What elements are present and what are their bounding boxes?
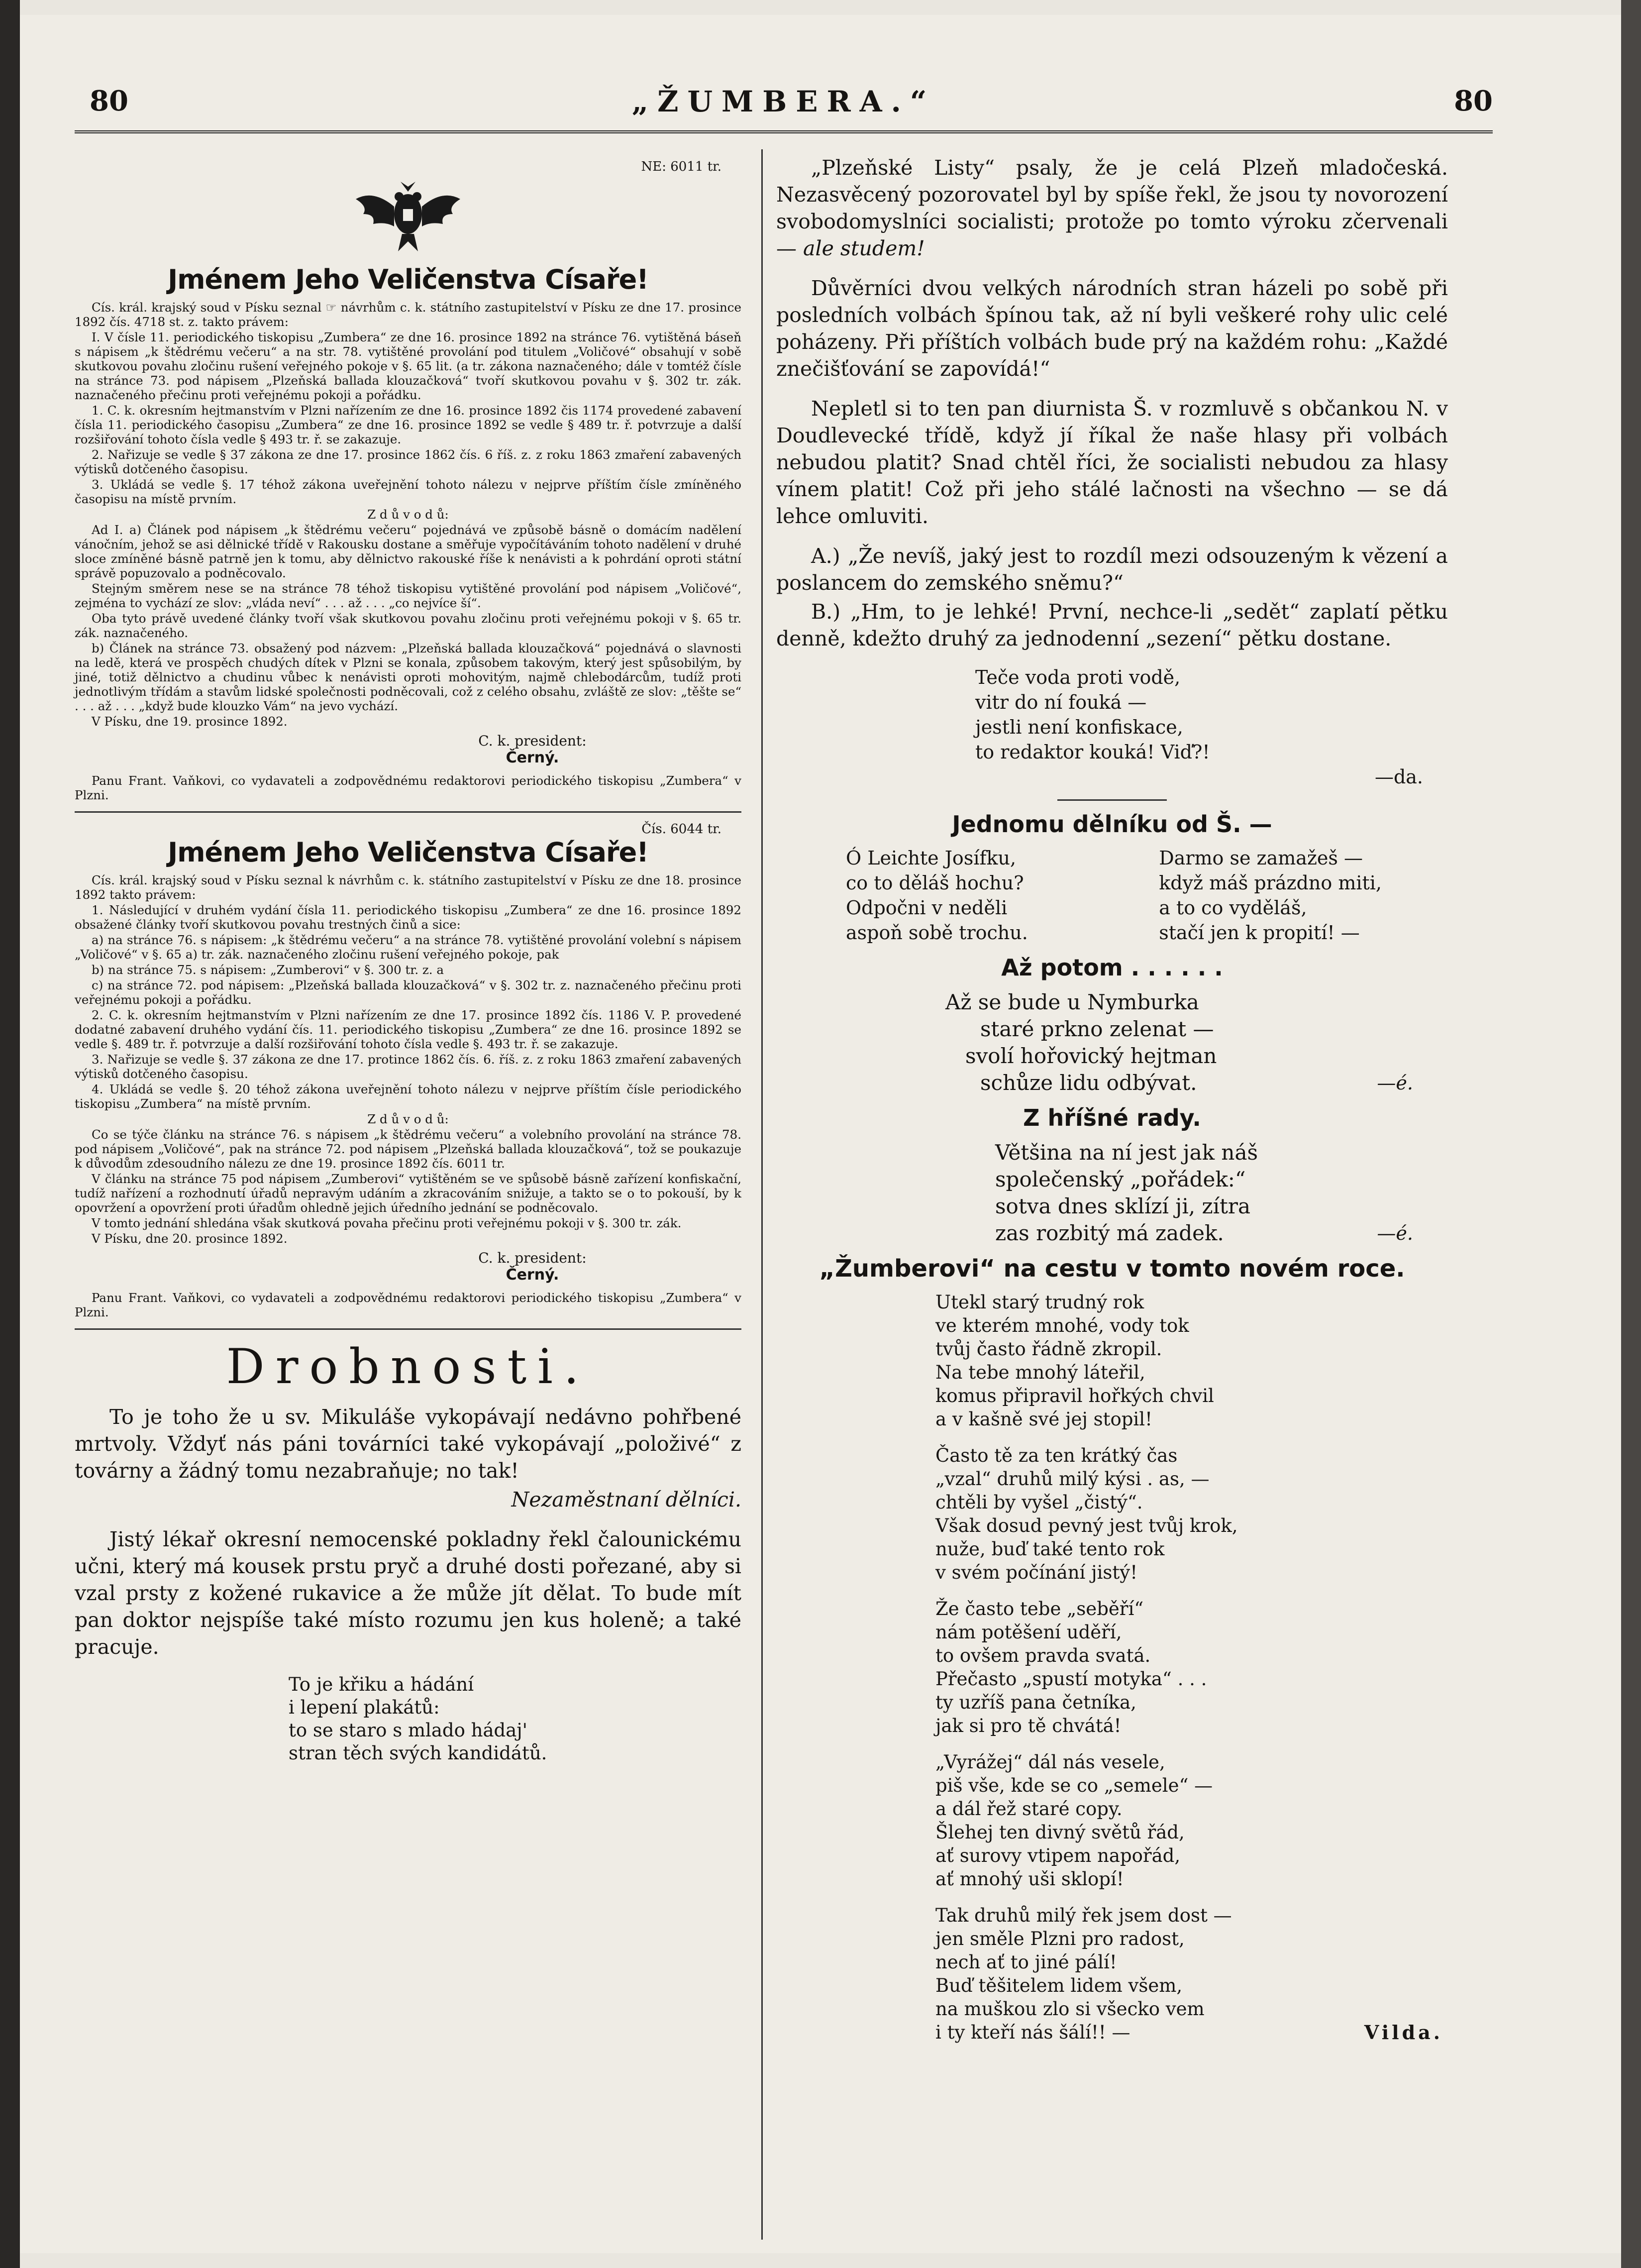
verdict1-reason: b) Článek na stránce 73. obsažený pod názvem: „Plzeňská ballada klouzačková“ pojednává o slavnosti na ledě, která ve prospěch chudých dítek v Plzni se konala, způsobem takovým, který jest spůsobilým, by jiné, totiž dělnictvo a chudinu vůbec k nenávisti oproti mohovitým, najmě chlebodárcům, tudíž proti jednotlivým třídám a stavům lidské společnosti podněcovali, což z celého obsahu, zvláště ze slov: „těšte se“ . . . až . . . „když bude klouzko Vám“ na jevo vychází. <box>75 641 741 713</box>
verse-line: i ty kteří nás šálí!! — <box>935 2022 1130 2043</box>
verse-line: aspoň sobě trochu. <box>846 922 1028 944</box>
verdict1-reason: Ad I. a) Článek pod nápisem „k štědrému večeru“ pojednává ve způsobě básně o domácím nadělení vánočním, jehož se asi dělnické třídě v Rakousku dostane a směřuje vypočítáváním tohoto nadělení v druhé sloce zmíněné básně patrně jen k tomu, aby dělnictvo rakouské říše k nenávisti a k pohrdání oproti státní správě popuzovalo a podněcovalo. <box>75 523 741 580</box>
verse-line: jak si pro tě chvátá! <box>935 1715 1122 1736</box>
verdict1-sign-name: Černý. <box>506 749 559 766</box>
verse-line: chtěli by vyšel „čistý“. <box>935 1492 1143 1513</box>
verse-line: to redaktor kouká! Viď?! <box>975 741 1210 763</box>
verse-line: Ó Leichte Josífku, <box>846 847 1017 869</box>
verse-line: stačí jen k propití! — <box>1159 922 1360 944</box>
verse-line: Buď těšitelem lidem všem, <box>935 1975 1183 1996</box>
verse-line: co to děláš hochu? <box>846 872 1024 894</box>
verse-line: Odpočni v neděli <box>846 897 1008 919</box>
verse-line: Však dosud pevný jest tvůj krok, <box>935 1515 1238 1536</box>
drobnosti-body <box>75 1404 741 1660</box>
verdict2-reason: V tomto jednání shledána však skutková povaha přečinu proti veřejnému pokoji v §. 300 tr. zák. <box>92 1216 682 1230</box>
verdict2-para: 1. Následující v druhém vydání čísla 11. periodického tiskopisu „Zumbera“ ze dne 16. prosince 1892 obsažené články tvoří skutkovou povahu trestných činů a sice: <box>75 903 741 932</box>
verse-line: v svém počínání jistý! <box>935 1562 1138 1583</box>
page-number-left: 80 <box>90 85 128 117</box>
verse-line: Darmo se zamažeš — <box>1159 847 1363 869</box>
drobnosti-heading: Drobnosti. <box>226 1339 590 1395</box>
verse-line: vitr do ní fouká — <box>975 691 1147 713</box>
verse-line: nech ať to jiné pálí! <box>935 1951 1117 1973</box>
verdict1-reasons-heading: Z d ů v o d ů: <box>367 507 449 522</box>
page-header <box>75 85 1493 129</box>
verdict2-reason: V článku na stránce 75 pod nápisem „Zumberovi“ vytištěném se ve spůsobě básně zařízení konfiskační, tudíž nařízení a rozhodnutí úřadů nepravým udáním a zkracováním snižuje, a takto se o to pokouší, by k opovržení a opovržení proti úřadům ohledně jejich úředního jednání se podněcovalo. <box>75 1172 741 1215</box>
verdict1-address-block <box>75 773 741 802</box>
section-rule <box>75 1328 741 1330</box>
verse-line: to se staro s mlado hádaj' <box>289 1720 527 1741</box>
verse-line: ať mnohý uši sklopí! <box>935 1868 1124 1890</box>
verdict1-reason: Stejným směrem nese se na stránce 78 téhož tiskopisu vytištěné provolání pod nápisem „Voličové“, zejména to vychází ze slov: „vláda neví“ . . . až . . . „co nejvíce ší“. <box>75 581 741 610</box>
verse-line: staré prkno zelenat — <box>980 1017 1214 1041</box>
left-column <box>75 149 741 1765</box>
verdict2-address-block <box>75 1291 741 1319</box>
verse-line: a v kašně své jej stopil! <box>935 1408 1152 1430</box>
dilnik-verse-right <box>1159 846 1448 945</box>
verse-line: to ovšem pravda svatá. <box>935 1645 1151 1666</box>
section-rule <box>75 811 741 813</box>
verdict2-reason: Co se týče článku na stránce 76. s nápisem „k štědrému večeru“ a volebního provolání na stránce 78. pod nápisem „Voličové“, pak na stránce 72. pod nápisem „Plzeňská ballada klouzačková“, tož se poukazuje k důvodům zdesoudního nálezu ze dne 19. prosince 1892 čís. 6011 tr. <box>75 1127 741 1171</box>
zumberovi-signature: Vilda. <box>1364 2021 1443 2044</box>
right-articles <box>776 154 1448 652</box>
verdict2-reasons-heading: Z d ů v o d ů: <box>367 1112 449 1126</box>
dilnik-verse <box>776 846 1448 945</box>
verdict2-para: 3. Nařizuje se vedle §. 37 zákona ze dne 17. protince 1862 čís. 6. říš. z. z roku 1863 zmaření zabavených výtisků dotčeného časopisu. <box>75 1052 741 1081</box>
verse-line: tvůj často řádně zkropil. <box>935 1338 1162 1360</box>
verse-line: a to co vyděláš, <box>1159 897 1307 919</box>
verse-line: Teče voda proti vodě, <box>975 666 1181 688</box>
verse-stanza <box>935 1597 1448 1737</box>
verse-line: společenský „pořádek:“ <box>995 1167 1246 1191</box>
verse-line: Často tě za ten krátký čas <box>935 1445 1178 1466</box>
verse-line: nám potěšení uděří, <box>935 1621 1122 1643</box>
verdict1-sign-title: C. k. president: <box>478 733 587 749</box>
dilnik-verse-left <box>846 846 1135 945</box>
verdict1-date: V Písku, dne 19. prosince 1892. <box>92 714 288 729</box>
verse-line: Utekl starý trudný rok <box>935 1292 1144 1313</box>
verdict2-para: c) na stránce 72. pod nápisem: „Plzeňská ballada klouzačková“ v §. 302 tr. z. naznačeného přečinu proti veřejnému pokoji a pořádku. <box>75 978 741 1007</box>
verse-stanza <box>935 1750 1448 1891</box>
verse-line: „Vyrážej“ dál nás vesele, <box>935 1751 1165 1773</box>
drobnosti-item: Jistý lékař okresní nemocenské pokladny řekl čalounickému učni, který má kousek prstu pryč a druhé dosti pořezané, aby si vzal prsty z kožené rukavice a že může jít dělat. To bude mít pan doktor nejspíše také místo rozumu jen kus holeně; a také pracuje. <box>75 1527 741 1659</box>
verdict1-ref: NE: 6011 tr. <box>641 159 721 174</box>
verse-line: jen směle Plzni pro radost, <box>935 1928 1185 1949</box>
article-diurnista: Nepletl si to ten pan diurnista Š. v rozmluvě s občankou N. v Doudlevecké třídě, když jí říkal že naše hlasy při volbách nebudou platit? Snad chtěl říci, že socialisti nebudou za hlasy vínem platit! Což při jeho stálé lačnosti na všechno — se dá lehce omluviti. <box>776 397 1448 528</box>
verse-line: komus připravil hořkých chvil <box>935 1385 1214 1406</box>
verdict2-heading: Jménem Jeho Veličenstva Císaře! <box>168 837 648 868</box>
verse-line: Na tebe mnohý láteřil, <box>935 1362 1145 1383</box>
verse-line: piš vše, kde se co „semele“ — <box>935 1775 1213 1796</box>
article-duvernici: Důvěrníci dvou velkých národních stran házeli po sobě při posledních volbách špínou tak, až ní byli veškeré rohy ulic celé poházeny. Při příštích volbách bude prý na každém rohu: „Každé znečišťování se zapovídá!“ <box>776 276 1448 381</box>
scan-edge-right <box>1621 0 1641 2268</box>
verdict2-para: Cís. král. krajský soud v Písku seznal k návrhům c. k. státního zastupitelství v Písku ze dne 18. prosince 1892 takto právem: <box>75 873 741 902</box>
zumberovi-heading: „Žumberovi“ na cestu v tomto novém roce. <box>819 1255 1405 1283</box>
verdict1-para: Cís. král. krajský soud v Písku seznal ☞ návrhům c. k. státního zastupitelství v Písku ze dne 17. prosince 1892 čís. 4718 st. z. takto právem: <box>75 300 741 329</box>
verdict2-date: V Písku, dne 20. prosince 1892. <box>92 1231 288 1246</box>
verse-line: Až se bude u Nymburka <box>945 990 1199 1014</box>
header-rule <box>75 130 1493 133</box>
double-eagle-emblem-icon <box>353 179 463 254</box>
verdict1-para: I. V čísle 11. periodického tiskopisu „Zumbera“ ze dne 16. prosince 1892 na stránce 76. vytištěná báseň s nápisem „k štědrému večeru“ a na str. 78. vytištěné provolání pod titulem „Voličové“ obsahují v sobě skutkovou povahu zločinu rušení veřejného pokoje v §. 65 lit. (a tr. zákona naznačeného; dále v tomtéž čísle na stránce 73. pod nápisem „Plzeňská ballada klouzačková“ tvoří skutkovou povahu v §. 302 tr. zák. naznačeného přečinu proti veřejnému pokoji a pořádku. <box>75 330 741 402</box>
column-divider <box>761 149 763 2240</box>
verdict2-address: Panu Frant. Vaňkovi, co vydavateli a zodpovědnému redaktorovi periodického tiskopisu „Zumbera“ v Plzni. <box>75 1291 741 1319</box>
verse-line: zas rozbitý má zadek. <box>995 1221 1224 1245</box>
verdict1-address: Panu Frant. Vaňkovi, co vydavateli a zodpovědnému redaktorovi periodického tiskopisu „Zumbera“ v Plzni. <box>75 773 741 802</box>
zumberovi-verse <box>935 1291 1448 2044</box>
article-plzenske-listy <box>776 154 1448 262</box>
scan-edge-left <box>0 0 20 2268</box>
verdict2-para: b) na stránce 75. s nápisem: „Zumberovi“ v §. 300 tr. z. a <box>92 963 444 977</box>
verse-line: ty uzříš pana četníka, <box>935 1692 1136 1713</box>
verdict1-para: 1. C. k. okresním hejtmanstvím v Plzni nařízením ze dne 16. prosince 1892 čis 1174 provedené zabavení čísla 11. periodického časopisu „Zumbera“ ze dne 16. prosince 1892 se vedle § 489 tr. ř. potvrzuje a další rozšiřování tohoto čísla vedle § 493 tr. ř. se zakazuje. <box>75 403 741 446</box>
dilnik-heading: Jednomu dělníku od Š. — <box>952 811 1272 838</box>
verdict1-reason: Oba tyto právě uvedené články tvoří však skutkovou povahu zločinu proti veřejnému pokoji v §. 65 tr. zák. naznačeného. <box>75 611 741 640</box>
drobnosti-item: To je toho že u sv. Mikuláše vykopávají nedávno pohřbené mrtvoly. Vždyť nás páni továrníci také vykopávají „položivé“ z továrny a žádný tomu nezabraňuje; no tak! <box>75 1405 741 1483</box>
verse-line: svolí hořovický hejtman <box>965 1044 1217 1068</box>
verdict1-top <box>75 159 741 264</box>
verse-stanza <box>935 1291 1448 1431</box>
verse-line: schůze lidu odbývat. <box>980 1071 1197 1095</box>
verse-line: sotva dnes sklízí ji, zítra <box>995 1194 1251 1218</box>
verdict2-sign-title: C. k. president: <box>478 1250 587 1266</box>
section-rule <box>1057 799 1167 801</box>
verse-line: a dál řež staré copy. <box>935 1798 1123 1820</box>
verse-line: Přečasto „spustí motyka“ . . . <box>935 1668 1207 1690</box>
verdict2-sign-name: Černý. <box>506 1266 559 1284</box>
drobnosti-item-signature: Nezaměstnaní dělníci. <box>511 1488 741 1512</box>
verse-line: ať surovy vtipem napořád, <box>935 1845 1181 1866</box>
verdict1-body <box>75 300 741 729</box>
verse-line: když máš prázdno miti, <box>1159 872 1382 894</box>
verdict2-para: 2. C. k. okresním hejtmanstvím v Plzni nařízením ze dne 17. prosince 1892 čís. 1186 V. P. provedené dodatné zabavení druhého vydání čís. 11. periodického tiskopisu „Zumbera“ ze dne 16. prosince 1892 se vedle §. 489 tr. ř. potvrzuje a další rozšiřování tohoto čísla vedle §. 493 tr. ř. se zakazuje. <box>75 1008 741 1051</box>
verse-line: jestli není konfiskace, <box>975 716 1183 738</box>
hrisne-signature: —é. <box>1377 1222 1413 1244</box>
potom-signature: —é. <box>1377 1072 1413 1094</box>
right-column <box>776 154 1448 2045</box>
verse-stanza <box>935 1444 1448 1584</box>
verse-line: To je křiku a hádání <box>289 1674 474 1695</box>
verdict1-para: 2. Nařizuje se vedle § 37 zákona ze dne 17. prosince 1862 čís. 6 říš. z. z roku 1863 zmaření zabavených výtisků dotčeného časopisu. <box>75 447 741 476</box>
verdict2-para: a) na stránce 76. s nápisem: „k štědrému večeru“ a na stránce 78. vytištěné provolání volební s nápisem „Voličové“ v §. 65 a) tr. zák. naznačeného zločinu rušení veřejného pokoje, pak <box>75 933 741 962</box>
verdict2-para: 4. Ukládá se vedle §. 20 téhož zákona uveřejnění tohoto nálezu v nejprve příštím čísle periodického tiskopisu „Zumbera“ na místě prvním. <box>75 1082 741 1111</box>
verse-line: stran těch svých kandidátů. <box>289 1742 547 1764</box>
verse-voda <box>975 665 1448 764</box>
page-number-right: 80 <box>1454 85 1493 117</box>
verse-line: na muškou zlo si všecko vem <box>935 1998 1205 2020</box>
drobnosti-verse <box>289 1673 741 1765</box>
verse-line: Šlehej ten divný světů řád, <box>935 1822 1185 1843</box>
article-text: „Plzeňské Listy“ psaly, že je celá Plzeň mladočeská. Nezasvěcený pozorovatel byl by spíše řekl, že jsou ty novorození svobodomyslníci socialisti; protože po tomto výroku zčervenali — <box>776 156 1448 260</box>
verse-line: Že často tebe „seběří“ <box>935 1598 1144 1620</box>
verdict1-para: 3. Ukládá se vedle §. 17 téhož zákona uveřejnění tohoto nálezu v nejprve příštím čísle zmíněného časopisu na místě prvním. <box>75 477 741 506</box>
hrisne-heading: Z hříšné rady. <box>1023 1104 1201 1131</box>
dialog-b: B.) „Hm, to je lehké! První, nechce-li „sedět“ zaplatí pětku denně, kdežto druhý za jednodenní „sezení“ pětku dostane. <box>776 600 1448 650</box>
verdict2-body <box>75 873 741 1246</box>
verse-line: i lepení plakátů: <box>289 1697 440 1718</box>
verse-voda-signature: —da. <box>1374 766 1423 788</box>
potom-heading: Až potom . . . . . . <box>1001 954 1223 981</box>
article-italic: ale studem! <box>803 236 925 260</box>
dialog-a: A.) „Že nevíš, jaký jest to rozdíl mezi odsouzeným k vězení a poslancem do zemského sněmu?“ <box>776 544 1448 595</box>
masthead-title: „ŽUMBERA.“ <box>631 85 936 118</box>
verse-line: Tak druhů milý řek jsem dost — <box>935 1905 1232 1926</box>
verse-line: ve kterém mnohé, vody tok <box>935 1315 1189 1336</box>
verdict2-ref: Čís. 6044 tr. <box>641 822 721 837</box>
verse-line: Většina na ní jest jak náš <box>995 1140 1258 1165</box>
verse-line: nuže, buď také tento rok <box>935 1538 1165 1560</box>
verdict1-heading: Jménem Jeho Veličenstva Císaře! <box>168 264 648 295</box>
verse-line: „vzal“ druhů milý kýsi . as, — <box>935 1468 1210 1490</box>
